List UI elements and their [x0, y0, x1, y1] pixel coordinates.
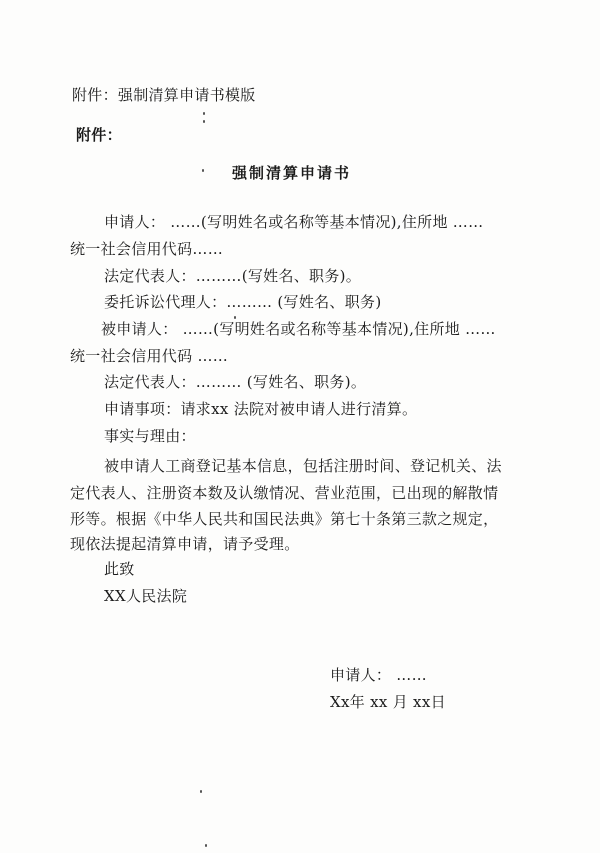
scan-speck: [203, 120, 205, 123]
scan-speck: [205, 844, 207, 847]
scan-speck: [203, 112, 205, 115]
respondent-legal-rep: 法定代表人：……… (写姓名、职务)。: [104, 373, 367, 391]
facts-line: 现依法提起清算申请，请予受理。: [70, 535, 300, 553]
attachment-label: 附件：: [76, 126, 122, 144]
applicant-credit-code: 统一社会信用代码……: [70, 240, 224, 258]
attachment-template-label: 附件：强制清算申请书模版: [72, 86, 256, 104]
signature-date: Xx年 xx 月 xx日: [330, 693, 446, 711]
applicant-legal-rep: 法定代表人：………(写姓名、职务)。: [104, 267, 362, 285]
scan-speck: [200, 790, 202, 793]
facts-heading: 事实与理由：: [104, 427, 196, 445]
facts-line: 定代表人、注册资本数及认缴情况、营业范围，已出现的解散情: [70, 484, 499, 502]
scan-speck: [234, 316, 236, 319]
respondent-line: 被申请人： ……(写明姓名或名称等基本情况),住所地 ……: [101, 320, 496, 338]
document-title: 强制清算申请书: [232, 164, 352, 182]
closing-line: 此致: [104, 560, 135, 578]
signature-applicant: 申请人： ……: [330, 666, 427, 684]
respondent-credit-code: 统一社会信用代码 ……: [70, 347, 229, 365]
applicant-line: 申请人： ……(写明姓名或名称等基本情况),住所地 ……: [104, 213, 484, 231]
facts-line: 被申请人工商登记基本信息，包括注册时间、登记机关、法: [104, 457, 502, 475]
agent-line: 委托诉讼代理人：……… (写姓名、职务): [104, 293, 382, 311]
request-line: 申请事项：请求xx 法院对被申请人进行清算。: [104, 400, 418, 418]
facts-line: 形等。根据《中华人民共和国民法典》第七十条第三款之规定，: [70, 510, 499, 528]
court-name: XX人民法院: [104, 587, 188, 605]
scan-speck: [202, 169, 204, 172]
